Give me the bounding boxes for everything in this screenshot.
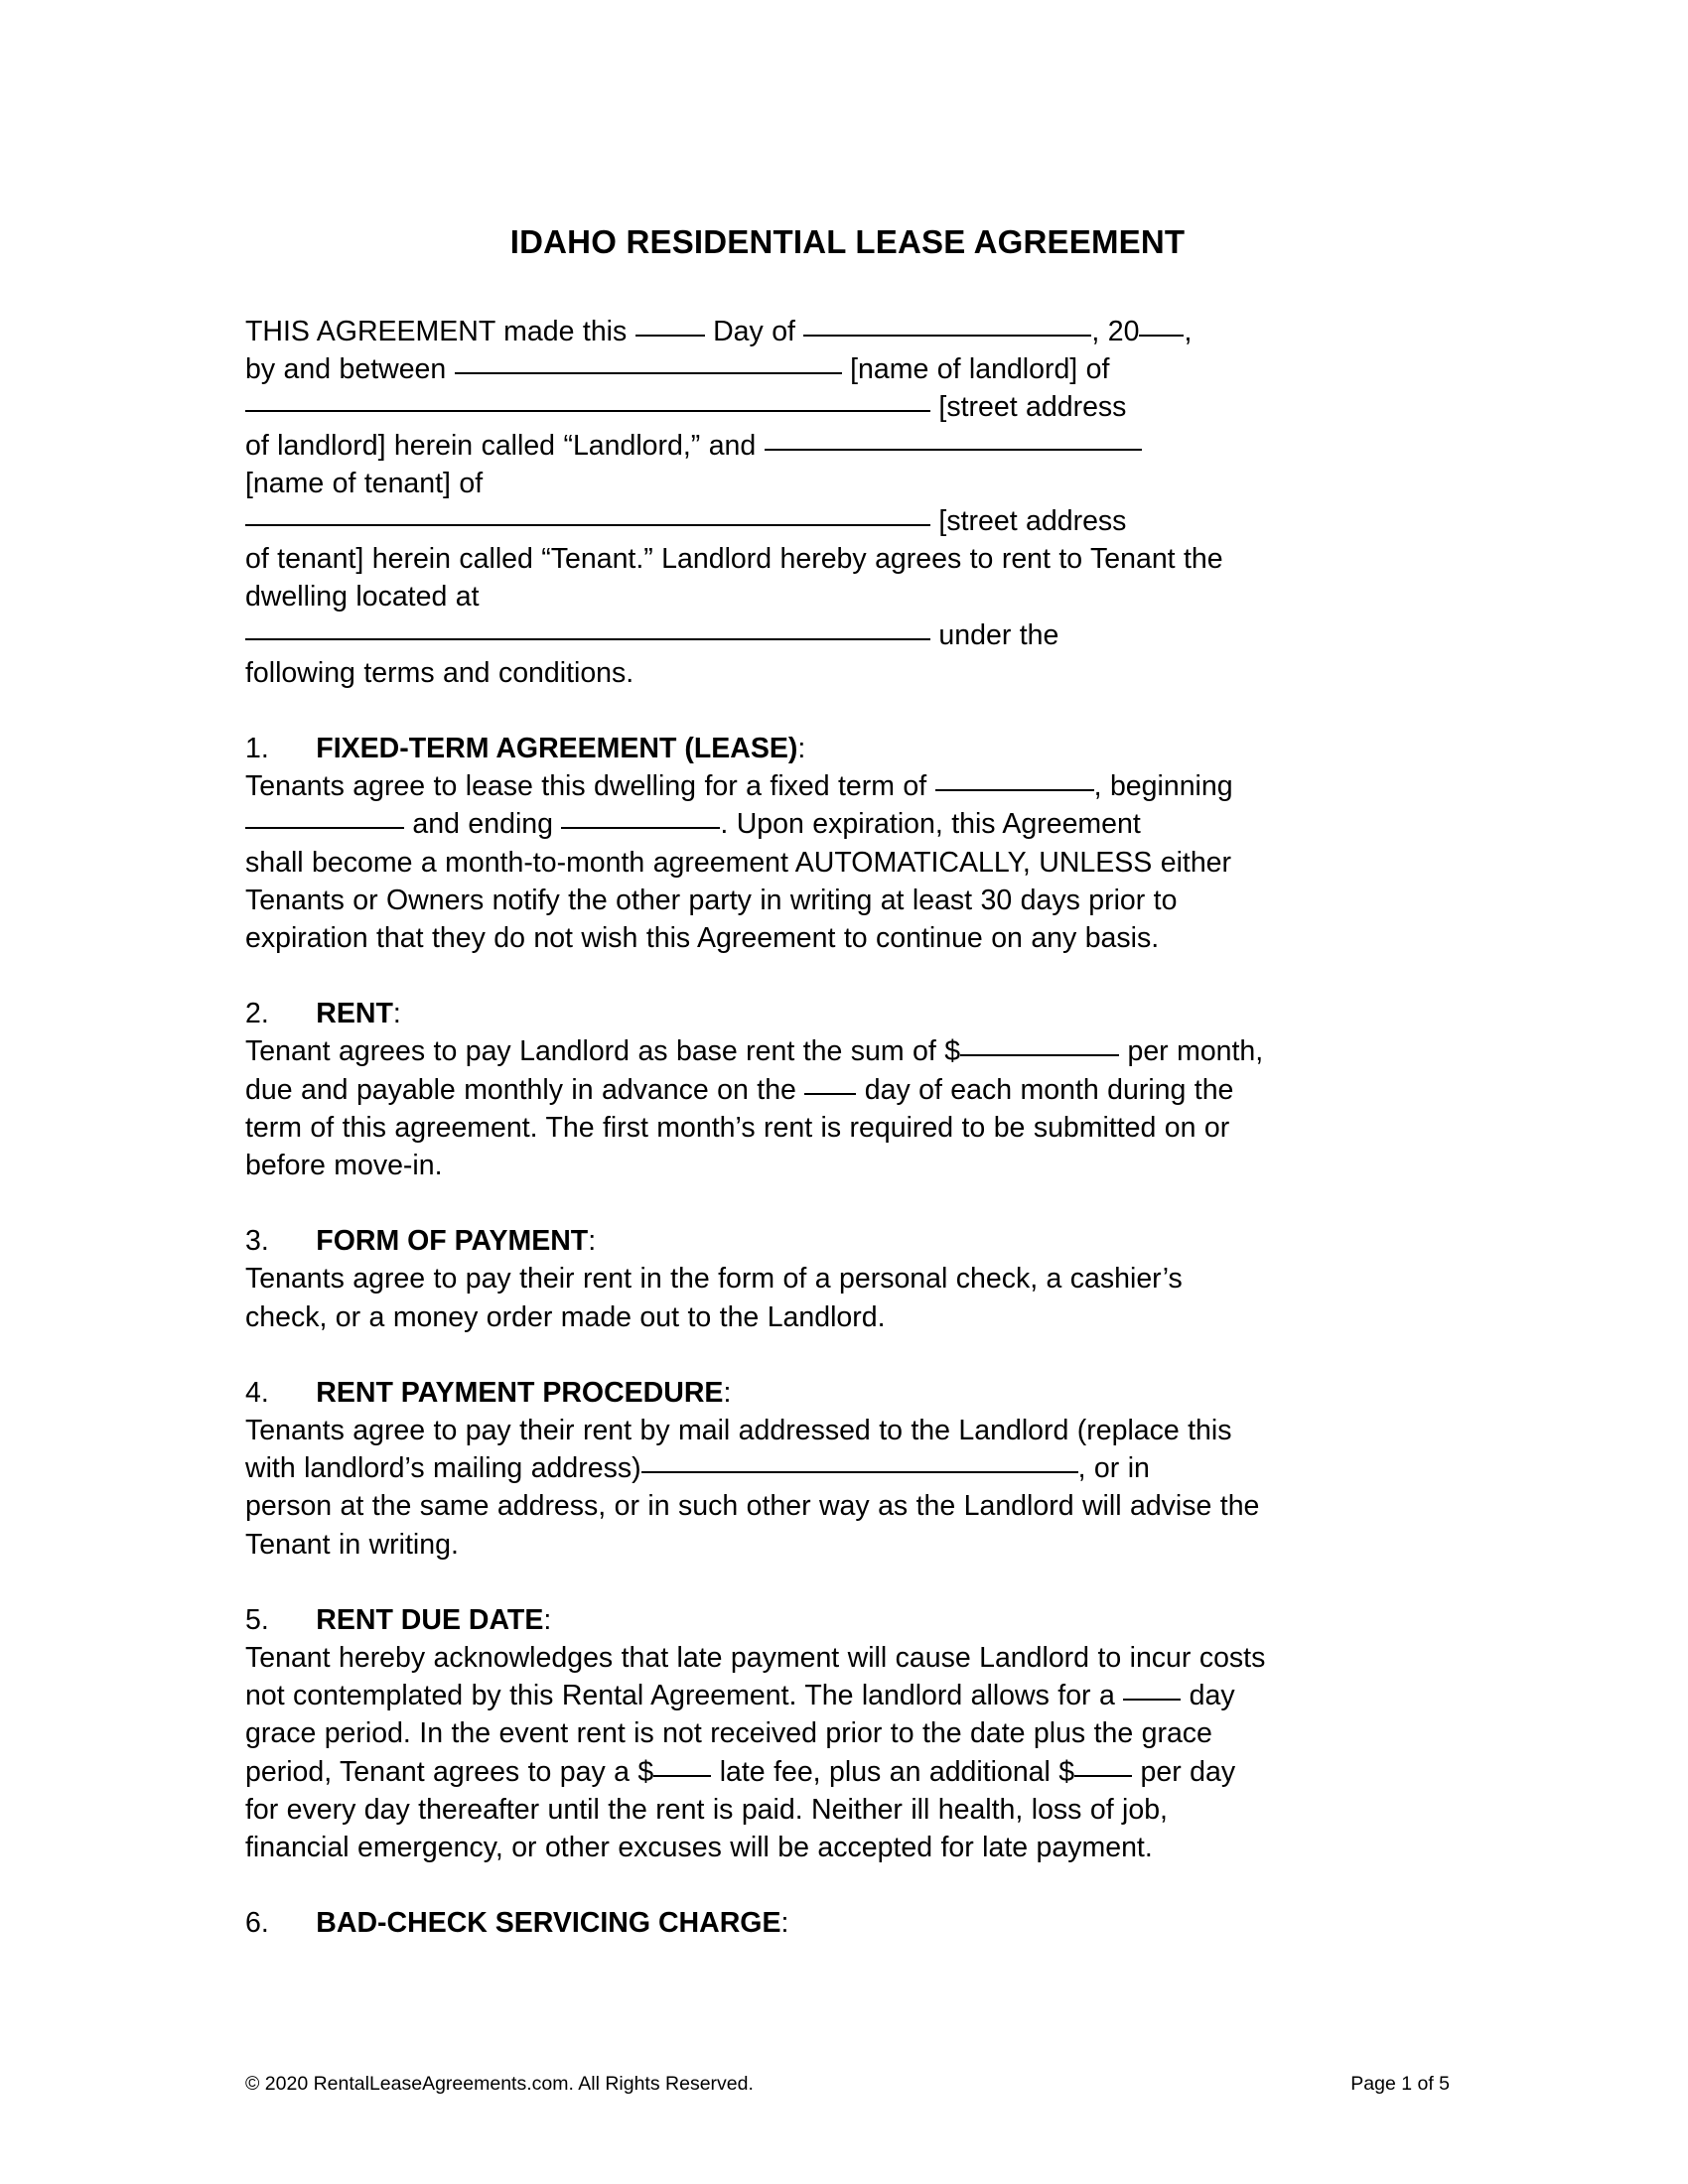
- section-2-text-d: day of each month during the: [856, 1073, 1234, 1106]
- section-4-text-d: person at the same address, or in such other way as the Landlord will advise the: [245, 1490, 1260, 1523]
- section-5-text-f: late fee, plus an additional $: [711, 1755, 1075, 1788]
- section-6-title: BAD-CHECK SERVICING CHARGE: [316, 1907, 781, 1940]
- section-4-text-b: with landlord’s mailing address): [245, 1452, 641, 1485]
- preamble-line3-text-b: [street address: [930, 391, 1127, 424]
- document-body: [245, 223, 1450, 1942]
- section-3-text-a: Tenants agree to pay their rent in the form of a personal check, a cashier’s: [245, 1263, 1183, 1296]
- section-5-heading: [245, 1601, 1450, 1639]
- section-2-text-f: before move-in.: [245, 1150, 443, 1181]
- section-5-colon: :: [543, 1603, 552, 1636]
- blank-month[interactable]: [803, 335, 1091, 337]
- section-4-heading: [245, 1374, 1450, 1412]
- preamble-line9-text-b: under the: [930, 618, 1059, 651]
- section-4-number: 4.: [245, 1376, 269, 1409]
- section-1-number: 1.: [245, 732, 269, 764]
- blank-term-ending[interactable]: [561, 827, 720, 829]
- spacer: [245, 1866, 1450, 1904]
- section-5-text-b: not contemplated by this Rental Agreement. The landlord allows for a: [245, 1680, 1124, 1712]
- section-1-text-e: shall become a month-to-month agreement AUTOMATICALLY, UNLESS either: [245, 846, 1232, 879]
- section-1-text-g: expiration that they do not wish this Agreement to continue on any basis.: [245, 921, 1160, 954]
- section-3-colon: :: [588, 1225, 597, 1258]
- blank-base-rent[interactable]: [960, 1054, 1119, 1056]
- section-1-text-d: . Upon expiration, this Agreement: [720, 808, 1141, 841]
- section-3-heading: [245, 1222, 1450, 1260]
- section-4-colon: :: [723, 1376, 732, 1409]
- section-5-text-a: Tenant hereby acknowledges that late payment will cause Landlord to incur costs: [245, 1642, 1266, 1675]
- preamble-line1-text-c: , 20: [1091, 315, 1140, 347]
- section-1-text-c: and ending: [404, 808, 562, 841]
- blank-tenant-address[interactable]: [245, 524, 930, 526]
- preamble-line7-text: of tenant] herein called “Tenant.” Landlord hereby agrees to rent to Tenant the: [245, 543, 1223, 576]
- section-2-body: [245, 1032, 1450, 1184]
- blank-fixed-term[interactable]: [935, 789, 1094, 791]
- section-3-text-b: check, or a money order made out to the Landlord.: [245, 1300, 886, 1333]
- section-1-title: FIXED-TERM AGREEMENT (LEASE): [316, 732, 798, 764]
- spacer: [245, 1336, 1450, 1374]
- section-3-body: [245, 1260, 1450, 1335]
- blank-day[interactable]: [635, 335, 705, 337]
- section-2-text-a: Tenant agrees to pay Landlord as base rent the sum of $: [245, 1035, 961, 1068]
- section-3-number: 3.: [245, 1225, 269, 1258]
- section-1-text-a: Tenants agree to lease this dwelling for a fixed term of: [245, 770, 935, 803]
- spacer: [245, 692, 1450, 730]
- section-5-text-g: per day: [1132, 1755, 1236, 1788]
- section-4-text-e: Tenant in writing.: [245, 1528, 459, 1561]
- blank-landlord-address[interactable]: [245, 410, 930, 412]
- section-6-colon: :: [780, 1907, 789, 1940]
- blank-term-beginning[interactable]: [245, 827, 404, 829]
- blank-per-day-fee[interactable]: [1074, 1775, 1132, 1777]
- section-1-text-f: Tenants or Owners notify the other party in writing at least 30 days prior to: [245, 884, 1178, 916]
- section-1-body: [245, 767, 1450, 957]
- page-footer: [245, 2071, 1450, 2097]
- section-5-title: RENT DUE DATE: [316, 1603, 544, 1636]
- blank-landlord-mailing-address[interactable]: [641, 1471, 1078, 1473]
- preamble-line6-text-b: [street address: [930, 504, 1127, 537]
- blank-rent-day[interactable]: [804, 1093, 856, 1095]
- preamble-line1-text-d: ,: [1184, 315, 1193, 347]
- section-4-text-a: Tenants agree to pay their rent by mail addressed to the Landlord (replace this: [245, 1415, 1232, 1447]
- spacer: [245, 1184, 1450, 1222]
- section-5-text-h: for every day thereafter until the rent is paid. Neither ill health, loss of job,: [245, 1793, 1168, 1826]
- section-5-number: 5.: [245, 1603, 269, 1636]
- section-1-text-b: , beginning: [1093, 770, 1233, 803]
- section-2-number: 2.: [245, 998, 269, 1030]
- section-5-body: [245, 1639, 1450, 1866]
- section-6-number: 6.: [245, 1907, 269, 1940]
- blank-landlord-name[interactable]: [455, 372, 842, 374]
- section-2-colon: :: [392, 998, 401, 1030]
- preamble-line2-text-a: by and between: [245, 353, 455, 386]
- section-2-text-b: per month,: [1119, 1035, 1264, 1068]
- preamble-paragraph: [245, 313, 1450, 692]
- spacer: [245, 1564, 1450, 1601]
- preamble-line4-text-a: of landlord] herein called “Landlord,” and: [245, 429, 765, 462]
- blank-grace-period-days[interactable]: [1123, 1699, 1181, 1701]
- section-2-text-e: term of this agreement. The first month’s rent is required to be submitted on or: [245, 1111, 1230, 1144]
- blank-late-fee[interactable]: [653, 1775, 711, 1777]
- section-2-title: RENT: [316, 998, 393, 1030]
- section-1-colon: :: [797, 732, 806, 764]
- section-5-text-c: day: [1181, 1680, 1235, 1712]
- preamble-line2-text-b: [name of landlord] of: [841, 353, 1110, 386]
- preamble-line1-text-b: Day of: [704, 315, 804, 347]
- section-4-text-c: , or in: [1077, 1452, 1150, 1485]
- blank-dwelling-address[interactable]: [245, 638, 930, 640]
- section-4-body: [245, 1412, 1450, 1564]
- section-2-text-c: due and payable monthly in advance on the: [245, 1073, 805, 1106]
- section-5-text-i: financial emergency, or other excuses will be accepted for late payment.: [245, 1832, 1153, 1864]
- section-4-title: RENT PAYMENT PROCEDURE: [316, 1376, 724, 1409]
- blank-year[interactable]: [1139, 335, 1184, 337]
- preamble-line10-text: following terms and conditions.: [245, 656, 634, 689]
- spacer: [245, 957, 1450, 995]
- preamble-line8-text: dwelling located at: [245, 581, 480, 614]
- preamble-line5-text-a: [name of tenant] of: [245, 467, 484, 499]
- preamble-line1-text-a: THIS AGREEMENT made this: [245, 315, 635, 347]
- blank-tenant-name[interactable]: [765, 449, 1142, 451]
- section-6-heading: [245, 1904, 1450, 1942]
- section-2-heading: [245, 995, 1450, 1032]
- section-5-text-d: grace period. In the event rent is not received prior to the date plus the grace: [245, 1717, 1212, 1750]
- section-5-text-e: period, Tenant agrees to pay a $: [245, 1755, 654, 1788]
- footer-page-number: Page 1 of 5: [1350, 2073, 1450, 2095]
- footer-copyright: © 2020 RentalLeaseAgreements.com. All Rights Reserved.: [245, 2073, 754, 2095]
- section-1-heading: [245, 730, 1450, 767]
- section-3-title: FORM OF PAYMENT: [316, 1225, 589, 1258]
- page-title: IDAHO RESIDENTIAL LEASE AGREEMENT: [509, 223, 1186, 260]
